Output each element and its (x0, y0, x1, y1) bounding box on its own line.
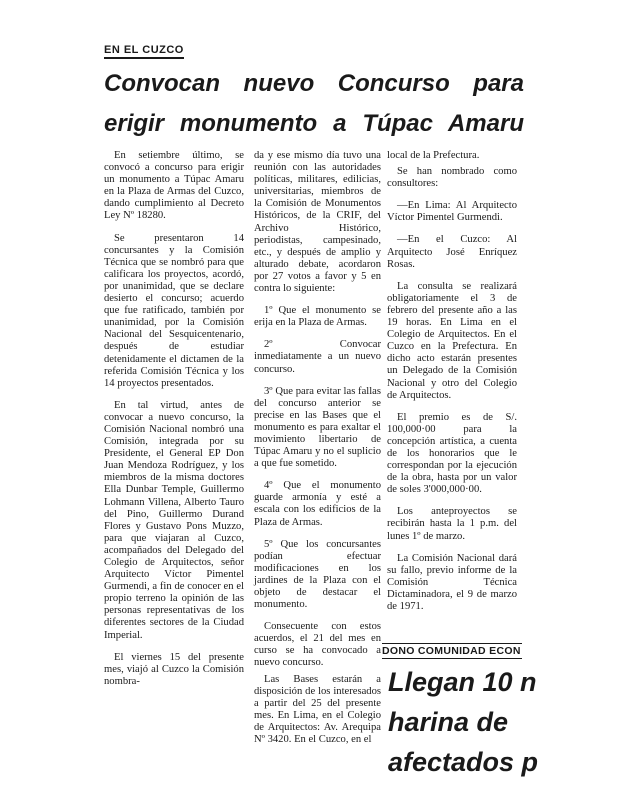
article-headline: Convocan nuevo Concurso para erigir monumento a Túpac Amaru (104, 70, 524, 137)
paragraph: 4º Que el monumento guarde armonía y esté a escala con los edificios de la Plaza de Armas. (254, 480, 381, 528)
paragraph: 1º Que el monumento se erija en la Plaza de Armas. (254, 305, 381, 329)
paragraph: Se han nombrado como consultores: (387, 166, 517, 190)
paragraph: 2º Convocar inmediatamente a un nuevo concurso. (254, 339, 381, 375)
paragraph: da y ese mismo día tuvo una reunión con las autoridades políticas, militares, edilicias, universitarias, miembros de la Comisión de Monumentos Históricos, de la CRIF, del Archivo Histórico, periodistas, campesinado, etc., y después de amplio y alturado debate, acordaron por 27 votos a favor y 5 en contra lo siguiente: (254, 150, 381, 295)
paragraph: En tal virtud, antes de convocar a nuevo concurso, la Comisión Nacional nombró una Comisión, integrada por su Presidente, el General EP Don Juan Mendoza Rodríguez, y los miembros de la misma doctores Ella Dunbar Temple, Guillermo Lohmann Villena, Alberto Tauro del Pino, Guillermo Durand Flores y Gustavo Pons Muzzo, para que viajaran al Cuzco, acompañados del Delegado del Colegio de Arquitectos, señor Arquitecto Víctor Pimentel Gurmendi, a fin de conocer en el propio terreno la opinión de las personas representativas de los diferentes sectores de la Ciudad Imperial. (104, 399, 244, 641)
paragraph: El premio es de S/. 100,000·00 para la concepción artística, a cuenta de los honorarios que le correspondan por la ejecución de la obra, hasta por un valor de soles 3'000,000·00. (387, 411, 517, 496)
paragraph: La Comisión Nacional dará su fallo, previo informe de la Comisión Técnica Dictaminadora, el 9 de marzo de 1971. (387, 552, 517, 612)
paragraph: Los anteproyectos se recibirán hasta la 1 p.m. del lunes 1º de marzo. (387, 506, 517, 542)
headline-line: afectados p (388, 747, 539, 777)
paragraph: 3º Que para evitar las fallas del concurso anterior se precise en las Bases que el monumento es para exaltar el movimiento libertario de Túpac Amaru y no el suplicio a que fue sometido. (254, 385, 381, 470)
paragraph: El viernes 15 del presente mes, viajó al Cuzco la Comisión nombra- (104, 651, 244, 687)
paragraph: —En el Cuzco: Al Arquitecto José Enríquez Rosas. (387, 234, 517, 270)
paragraph: 5º Que los concursantes podían efectuar modificaciones en los jardines de la Plaza con el objeto de destacar el monumento. (254, 538, 381, 611)
next-article-headline (388, 662, 539, 782)
article-kicker: EN EL CUZCO (104, 44, 184, 59)
column-divider (382, 643, 522, 644)
paragraph: En setiembre último, se convocó a concurso para erigir un monumento a Túpac Amaru en la Plaza de Armas del Cuzco, dando cumplimiento al Decreto Ley Nº 18280. (104, 150, 244, 222)
article-column-3 (387, 150, 517, 623)
paragraph: Consecuente con estos acuerdos, el 21 del mes en curso se ha convocado a nuevo concurso. (254, 621, 381, 669)
paragraph: local de la Prefectura. (387, 150, 480, 161)
article-column-1 (104, 150, 244, 698)
article-column-2 (254, 150, 381, 756)
headline-line: Llegan 10 n (388, 667, 537, 697)
paragraph: Se presentaron 14 concursantes y la Comisión Técnica que se nombró para que calificara los proyectos, acordó, por unanimidad, que se declare desierto el concurso; acuerdo que fue ratificado, también por unanimidad, por la Comisión Nacional del Sesquicentenario, después de estudiar detenidamente el dictamen de la referida Comisión Técnica y los 14 proyectos presentados. (104, 232, 244, 389)
headline-line: harina de (388, 707, 509, 737)
next-article-kicker: DONO COMUNIDAD ECON (382, 645, 521, 657)
paragraph: La consulta se realizará obligatoriamente el 3 de febrero del presente año a las 19 horas. En Lima en el Colegio de Arquitectos. En el Cuzco en la Prefectura. En dicho acto estarán presentes un Delegado de la Comisión Nacional y otro del Colegio de Arquitectos. (387, 280, 517, 401)
paragraph: —En Lima: Al Arquitecto Víctor Pimentel Gurmendi. (387, 200, 517, 224)
paragraph: Las Bases estarán a disposición de los interesados a partir del 25 del presente mes. En Lima, en el Colegio de Arquitectos: Av. Arequipa Nº 3420. En el Cuzco, en el (254, 673, 381, 746)
